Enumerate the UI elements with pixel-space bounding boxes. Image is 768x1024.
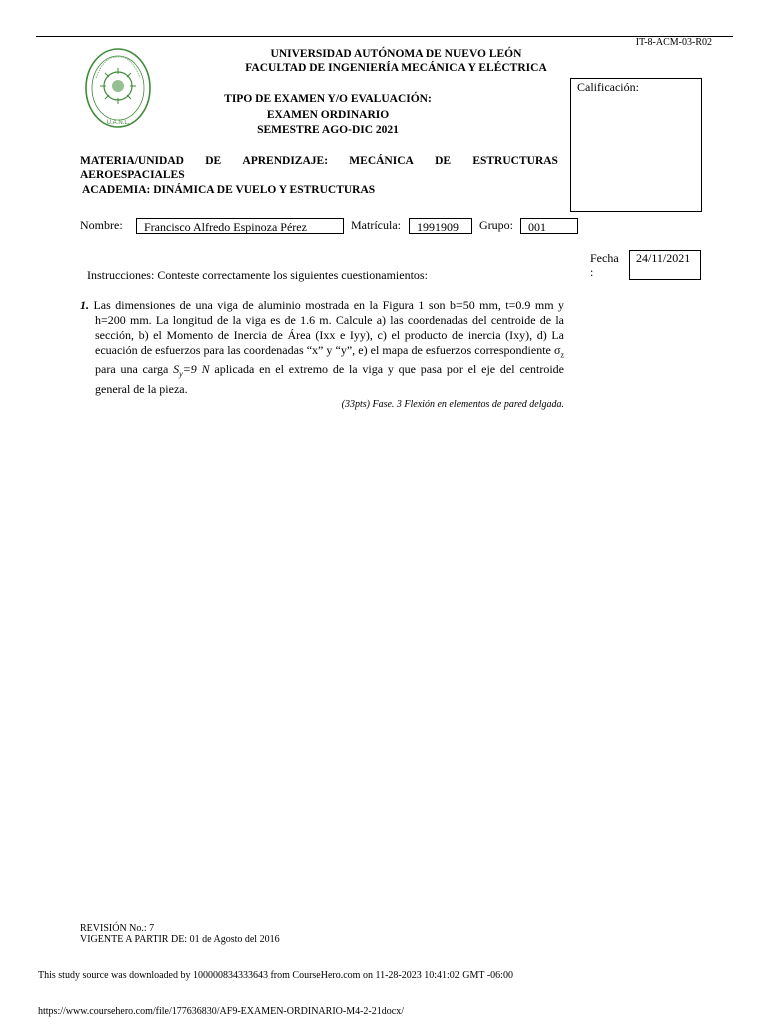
name-label: Nombre: [80, 218, 123, 232]
faculty-seal-logo [84, 48, 152, 132]
revision-valid-from: VIGENTE A PARTIR DE: 01 de Agosto del 2016 [80, 934, 280, 945]
document-code: IT-8-ACM-03-R02 [635, 37, 712, 48]
faculty-name: FACULTAD DE INGENIERÍA MECÁNICA Y ELÉCTRICA [245, 62, 547, 74]
revision-block [80, 923, 280, 945]
grade-label: Calificación: [577, 80, 639, 94]
exam-heading [196, 92, 460, 139]
exam-type: TIPO DE EXAMEN Y/O EVALUACIÓN: [224, 93, 432, 105]
question-1 [80, 298, 564, 412]
subject-word: DE [205, 155, 222, 167]
group-field[interactable]: 001 [520, 218, 578, 234]
instructions: Instrucciones: Conteste correctamente los siguientes cuestionamientos: [87, 268, 428, 282]
subject-block [80, 154, 558, 182]
group-label: Grupo: [479, 218, 513, 232]
subject-word: DE [435, 155, 452, 167]
academy: ACADEMIA: DINÁMICA DE VUELO Y ESTRUCTURAS [82, 184, 376, 196]
date-label: Fecha : [590, 251, 619, 279]
institution-heading [196, 47, 596, 75]
subject-word: MATERIA/UNIDAD [80, 155, 184, 167]
exam-name: EXAMEN ORDINARIO [266, 108, 390, 121]
download-notice: This study source was downloaded by 100000834333643 from CourseHero.com on 11-28-2023 10:41:02 GMT -06:00 [38, 970, 513, 981]
question-points: (33pts) Fase. 3 Flexión en elementos de pared delgada. [341, 398, 564, 410]
svg-text:U.A.N.L.: U.A.N.L. [106, 120, 130, 126]
name-field[interactable]: Francisco Alfredo Espinoza Pérez [136, 218, 344, 234]
university-name: UNIVERSIDAD AUTÓNOMA DE NUEVO LEÓN [270, 48, 522, 60]
subject-line-2: AEROESPACIALES [80, 169, 185, 181]
subject-line [80, 154, 558, 168]
question-1-text: 1. Las dimensiones de una viga de aluminio mostrada en la Figura 1 son b=50 mm, t=0.9 mm y h=200 mm. La longitud de la viga es de 1.6 m. Calcule a) las coordenadas del centroide de la sección, b) el Momento de Inercia de Área (Ixx e Iyy), c) el producto de inercia (Ixy), d) La ecuación de esfuerzos para las coordenadas “x” y “y”, e) el mapa de esfuerzos correspondiente $\sigma_z$ para una carga $S_y=9$ N aplicada en el extremo de la viga y que pasa por el eje del centroide general de la pieza. [80, 298, 565, 396]
grade-box[interactable] [570, 78, 702, 212]
top-rule [36, 36, 733, 37]
id-field[interactable]: 1991909 [409, 218, 472, 234]
revision-number: REVISIÓN No.: 7 [80, 923, 155, 934]
id-label: Matrícula: [351, 218, 401, 232]
date-field[interactable]: 24/11/2021 [629, 250, 701, 280]
subject-word: APRENDIZAJE: [242, 155, 329, 167]
semester: SEMESTRE AGO-DIC 2021 [257, 124, 399, 136]
question-number: 1. [80, 298, 89, 312]
source-url[interactable]: https://www.coursehero.com/file/177636830/AF9-EXAMEN-ORDINARIO-M4-2-21docx/ [38, 1006, 404, 1017]
subject-word: ESTRUCTURAS [472, 155, 558, 167]
subject-word: MECÁNICA [349, 155, 414, 167]
